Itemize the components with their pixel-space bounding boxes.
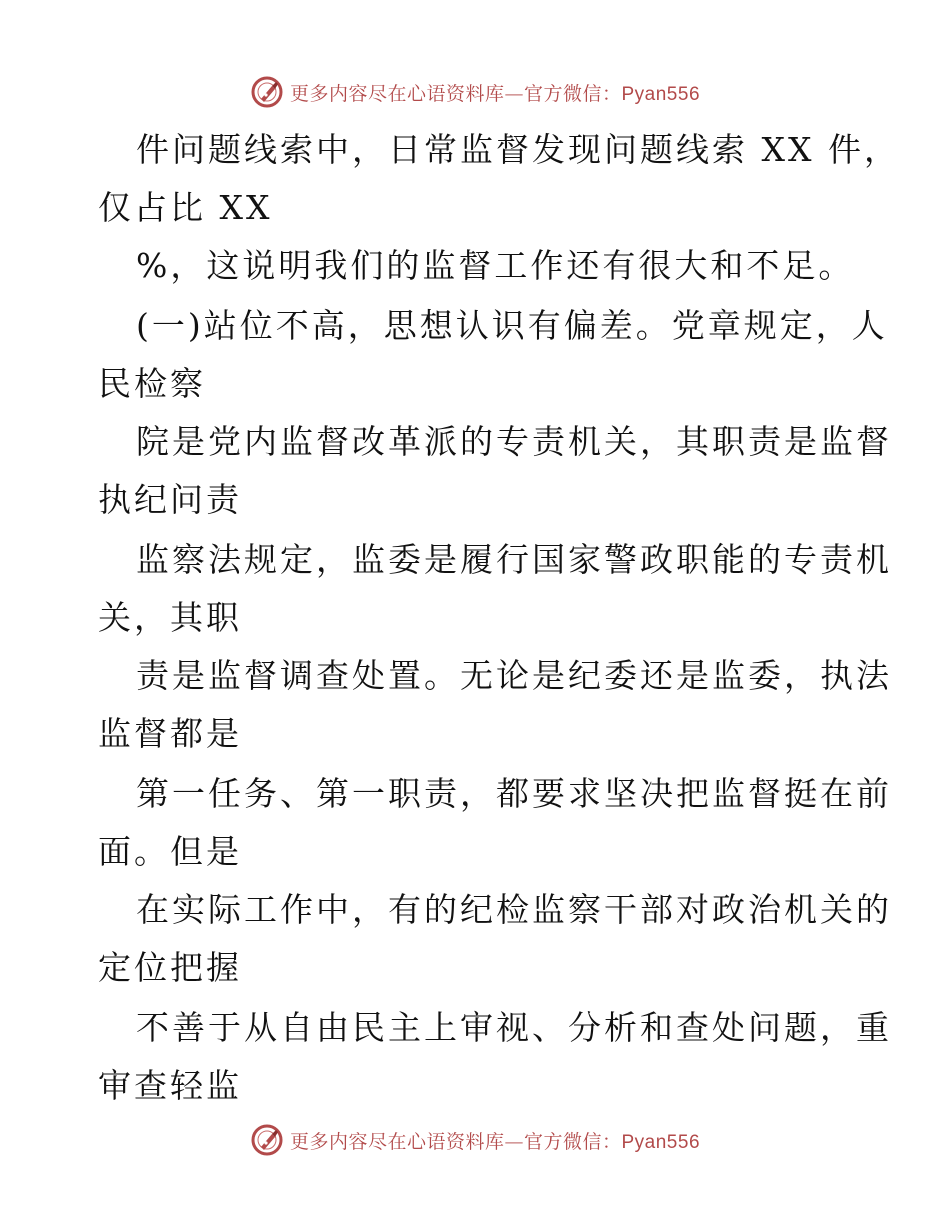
watermark-id: Pyan556 — [621, 83, 701, 105]
watermark-separator: — — [504, 82, 524, 105]
body-line: 执纪问责 — [98, 480, 242, 519]
body-line: 第一任务、第一职责，都要求坚决把监督挺在前 — [136, 774, 892, 813]
body-line: %，这说明我们的监督工作还有很大和不足。 — [136, 246, 855, 285]
body-line: 不善于从自由民主上审视、分析和查处问题，重 — [136, 1008, 892, 1047]
body-line: 监督都是 — [98, 714, 242, 753]
body-line: 民检察 — [98, 364, 206, 403]
body-line: 审查轻监 — [98, 1066, 242, 1105]
body-line: 监察法规定，监委是履行国家警政职能的专责机 — [136, 540, 892, 579]
body-line: 关，其职 — [98, 598, 242, 637]
pen-nib-seal-icon — [250, 1123, 284, 1157]
body-line: 责是监督调查处置。无论是纪委还是监委，执法 — [136, 656, 892, 695]
watermark-tail: 官方微信： — [523, 82, 622, 105]
body-line: 面。但是 — [98, 832, 242, 871]
watermark-text — [290, 79, 700, 106]
watermark-text — [290, 1127, 700, 1154]
body-line: (一)站位不高，思想认识有偏差。党章规定，人 — [136, 306, 888, 345]
watermark-tail: 官方微信： — [523, 1130, 622, 1153]
watermark-id: Pyan556 — [621, 1131, 701, 1153]
header-watermark — [0, 72, 950, 112]
body-line: 院是党内监督改革派的专责机关，其职责是监督 — [136, 422, 892, 461]
body-line: 在实际工作中，有的纪检监察干部对政治机关的 — [136, 890, 892, 929]
footer-watermark — [0, 1120, 950, 1160]
watermark-separator: — — [504, 1130, 524, 1153]
watermark-main: 更多内容尽在心语资料库 — [289, 1130, 505, 1153]
pen-nib-seal-icon — [250, 75, 284, 109]
watermark-main: 更多内容尽在心语资料库 — [289, 82, 505, 105]
body-line: 件问题线索中，日常监督发现问题线索 XX 件， — [136, 130, 900, 169]
body-line: 定位把握 — [98, 948, 242, 987]
body-line: 仅占比 XX — [98, 188, 273, 227]
